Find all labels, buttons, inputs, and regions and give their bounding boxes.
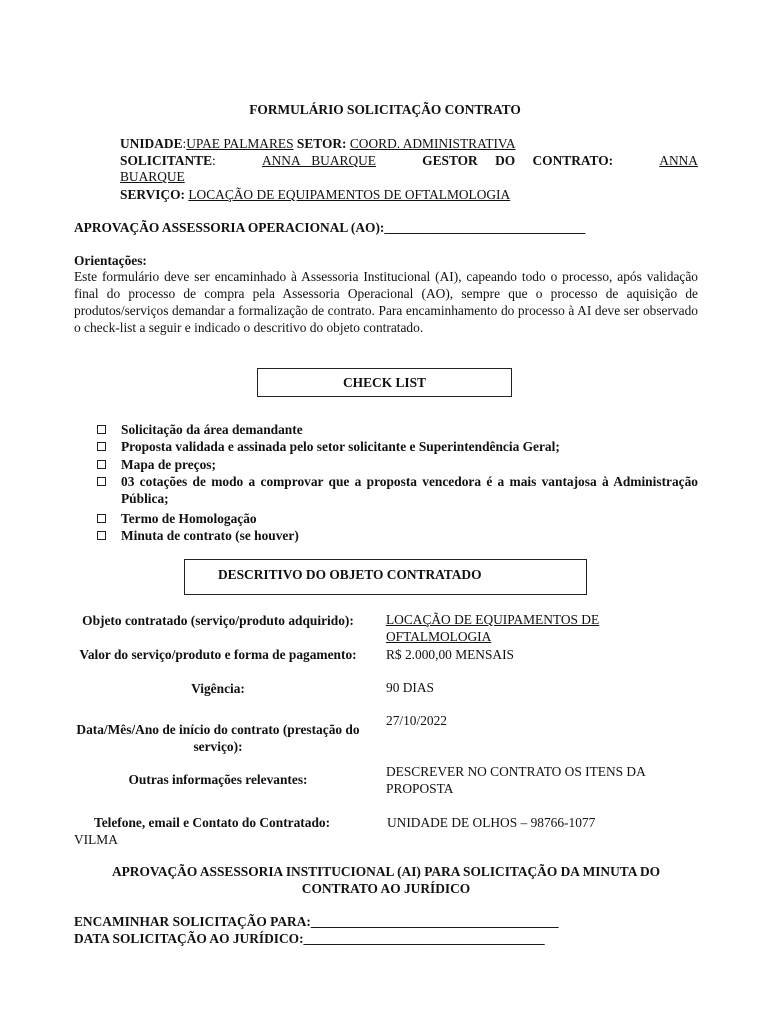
gestor-value-cont: BUARQUE [120, 169, 185, 184]
outras-label: Outras informações relevantes: [128, 772, 308, 787]
gestor-value: ANNA [659, 153, 698, 168]
setor-value: COORD. ADMINISTRATIVA [349, 136, 516, 151]
contato-value: UNIDADE DE OLHOS – 98766-1077 [387, 815, 596, 830]
objeto-value: LOCAÇÃO DE EQUIPAMENTOS DE [386, 612, 600, 627]
unidade-value: UPAE PALMARES [186, 136, 294, 151]
checkbox-icon[interactable] [97, 460, 106, 469]
orientacoes-heading: Orientações: [74, 253, 147, 268]
checklist-item: Termo de Homologação [121, 511, 257, 526]
contato-value-cont: VILMA [74, 832, 118, 847]
checklist-title: CHECK LIST [343, 375, 426, 390]
valor-label: Valor do serviço/produto e forma de pagamento: [79, 647, 357, 662]
orientacoes-text: Este formulário deve ser encaminhado à Assessoria Institucional (AI), capeando todo o processo, após validação final do processo de compra pela Assessoria Operacional (AO), sempre que o processo de aquisição de produtos/serviços demandar a formalização de contrato. Para encaminhamento do processo à AI deve ser observado o check-list a seguir e indicado o descritivo do objeto contratado. [74, 269, 698, 335]
valor-value: R$ 2.000,00 MENSAIS [386, 647, 514, 662]
aprovacao-ao: APROVAÇÃO ASSESSORIA OPERACIONAL (AO):______________________________ [74, 220, 586, 235]
checkbox-icon[interactable] [97, 514, 106, 523]
page-title: FORMULÁRIO SOLICITAÇÃO CONTRATO [249, 102, 521, 117]
checklist-item: Mapa de preços; [121, 457, 216, 472]
outras-value: DESCREVER NO CONTRATO OS ITENS DA PROPOSTA [386, 764, 646, 796]
servico-value: LOCAÇÃO DE EQUIPAMENTOS DE OFTALMOLOGIA [188, 187, 511, 202]
unidade-label: UNIDADE [120, 136, 183, 151]
setor-label: SETOR: [296, 136, 347, 151]
solicitante-value: ANNA BUARQUE [261, 153, 376, 168]
checklist-item: Proposta validada e assinada pelo setor solicitante e Superintendência Geral; [121, 439, 560, 454]
descritivo-title-box [184, 559, 587, 595]
objeto-label: Objeto contratado (serviço/produto adquirido): [82, 613, 354, 628]
solicitante-line: SOLICITANTE: ANNA BUARQUE GESTOR DO CONTRATO: ANNA [120, 153, 698, 168]
encaminhar-field[interactable]: ENCAMINHAR SOLICITAÇÃO PARA:_____________________________________ [74, 914, 559, 929]
data-inicio-value: 27/10/2022 [386, 713, 448, 728]
aprovacao-ai: APROVAÇÃO ASSESSORIA INSTITUCIONAL (AI) PARA SOLICITAÇÃO DA MINUTA DO CONTRATO AO JURÍDICO [111, 864, 661, 896]
gestor-label: GESTOR DO CONTRATO: [422, 153, 614, 168]
vigencia-label: Vigência: [191, 681, 245, 696]
checkbox-icon[interactable] [97, 442, 106, 451]
contato-label: Telefone, email e Contato do Contratado: [94, 815, 331, 830]
checkbox-icon[interactable] [97, 477, 106, 486]
descritivo-title: DESCRITIVO DO OBJETO CONTRATADO [218, 567, 482, 582]
checklist-title-box [257, 368, 512, 397]
checklist-item: Solicitação da área demandante [121, 422, 303, 437]
solicitante-label: SOLICITANTE [120, 153, 213, 168]
unidade-line: UNIDADE:UPAE PALMARES SETOR: COORD. ADMINISTRATIVA [120, 136, 516, 151]
objeto-value-cont: OFTALMOLOGIA [386, 629, 492, 644]
servico-line [120, 186, 698, 203]
vigencia-value: 90 DIAS [386, 680, 434, 695]
checkbox-icon[interactable] [97, 531, 106, 540]
data-inicio-label: Data/Mês/Ano de início do contrato (prestação do serviço): [76, 722, 360, 754]
checkbox-icon[interactable] [97, 425, 106, 434]
servico-label: SERVIÇO: [120, 187, 186, 202]
data-solicitacao-field[interactable]: DATA SOLICITAÇÃO AO JURÍDICO:____________________________________ [74, 931, 545, 946]
checklist-item: Minuta de contrato (se houver) [121, 528, 299, 543]
checklist-item: 03 cotações de modo a comprovar que a proposta vencedora é a mais vantajosa à Administração Pública; [121, 474, 698, 506]
